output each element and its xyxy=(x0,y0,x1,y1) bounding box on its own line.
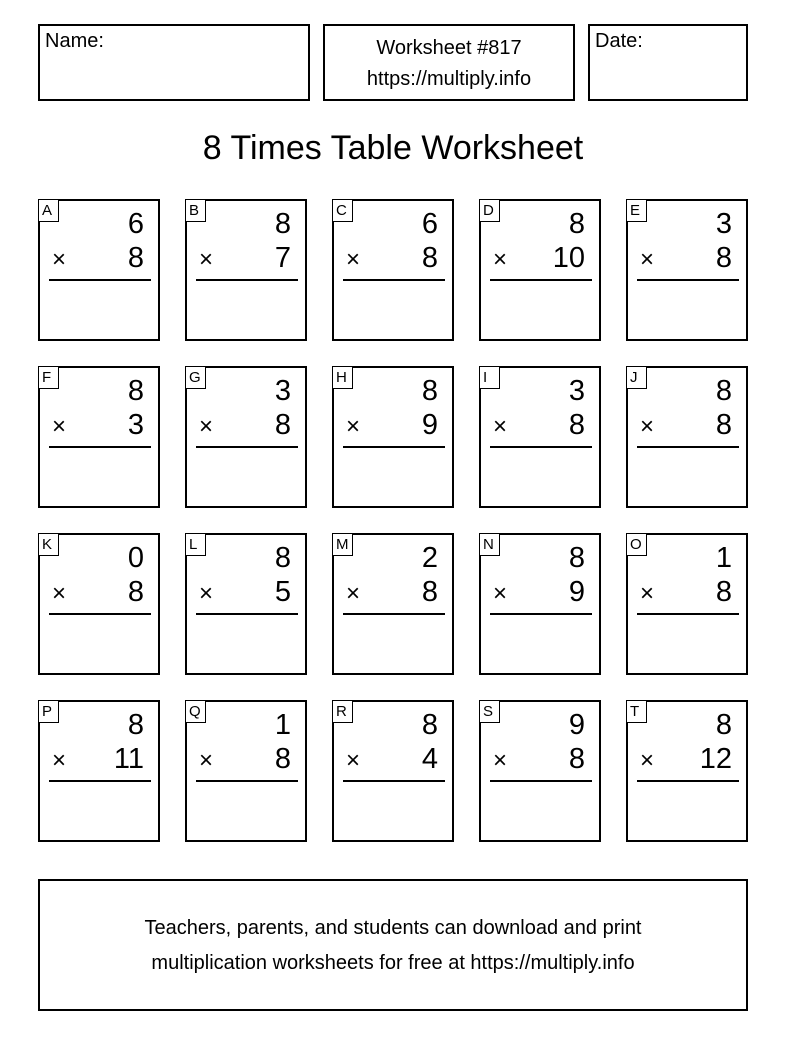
multiplicand: 9 xyxy=(568,709,585,741)
problem-card[interactable] xyxy=(185,700,307,842)
multiplier: 10 xyxy=(552,242,585,274)
multiplier: 5 xyxy=(274,576,291,608)
times-sign: × xyxy=(346,246,361,273)
problem-letter: S xyxy=(479,700,500,723)
multiplier: 8 xyxy=(715,576,732,608)
answer-line xyxy=(343,613,445,615)
multiplicand: 2 xyxy=(421,542,438,574)
multiplicand: 1 xyxy=(274,709,291,741)
times-sign: × xyxy=(52,246,67,273)
problem-letter: E xyxy=(626,199,647,222)
multiplier: 8 xyxy=(127,576,144,608)
multiplicand: 3 xyxy=(568,375,585,407)
problem-letter: R xyxy=(332,700,353,723)
times-sign: × xyxy=(493,413,508,440)
problem-letter: Q xyxy=(185,700,206,723)
problem-card[interactable] xyxy=(332,700,454,842)
problem-card[interactable] xyxy=(332,199,454,341)
page-title: 8 Times Table Worksheet xyxy=(202,129,584,167)
answer-line xyxy=(343,279,445,281)
multiplier: 8 xyxy=(568,409,585,441)
footer-line-1: Teachers, parents, and students can download and print xyxy=(144,917,642,939)
multiplicand: 8 xyxy=(421,709,438,741)
multiplier: 11 xyxy=(113,743,144,775)
problem-card[interactable] xyxy=(479,199,601,341)
answer-line xyxy=(196,780,298,782)
answer-line xyxy=(196,279,298,281)
answer-line xyxy=(343,446,445,448)
problem-letter: H xyxy=(332,366,353,389)
problem-card[interactable] xyxy=(626,700,748,842)
multiplier: 3 xyxy=(127,409,144,441)
name-label: Name: xyxy=(45,30,104,52)
multiplier: 8 xyxy=(127,242,144,274)
answer-line xyxy=(637,279,739,281)
times-sign: × xyxy=(52,580,67,607)
answer-line xyxy=(490,780,592,782)
problem-card[interactable] xyxy=(38,199,160,341)
multiplier: 9 xyxy=(568,576,585,608)
problem-card[interactable] xyxy=(479,700,601,842)
multiplicand: 8 xyxy=(715,375,732,407)
problem-letter: I xyxy=(479,366,500,389)
multiplier: 7 xyxy=(274,242,291,274)
problem-letter: G xyxy=(185,366,206,389)
answer-line xyxy=(637,780,739,782)
answer-line xyxy=(343,780,445,782)
problem-letter: D xyxy=(479,199,500,222)
problem-card[interactable] xyxy=(185,533,307,675)
multiplier: 8 xyxy=(715,242,732,274)
problem-card[interactable] xyxy=(38,533,160,675)
problem-letter: L xyxy=(185,533,206,556)
multiplier: 8 xyxy=(421,242,438,274)
times-sign: × xyxy=(199,413,214,440)
problem-letter: T xyxy=(626,700,647,723)
problem-card[interactable] xyxy=(185,366,307,508)
multiplicand: 8 xyxy=(421,375,438,407)
problem-letter: K xyxy=(38,533,59,556)
multiplicand: 8 xyxy=(127,709,144,741)
times-sign: × xyxy=(199,246,214,273)
answer-line xyxy=(490,613,592,615)
problem-card[interactable] xyxy=(626,533,748,675)
problem-letter: O xyxy=(626,533,647,556)
answer-line xyxy=(637,446,739,448)
answer-line xyxy=(49,780,151,782)
problem-letter: A xyxy=(38,199,59,222)
multiplicand: 8 xyxy=(715,709,732,741)
multiplicand: 8 xyxy=(568,542,585,574)
problem-letter: F xyxy=(38,366,59,389)
multiplicand: 3 xyxy=(274,375,291,407)
answer-line xyxy=(49,279,151,281)
answer-line xyxy=(490,446,592,448)
multiplier: 12 xyxy=(699,743,732,775)
times-sign: × xyxy=(493,580,508,607)
multiplicand: 8 xyxy=(274,208,291,240)
answer-line xyxy=(196,613,298,615)
times-sign: × xyxy=(493,747,508,774)
multiplicand: 0 xyxy=(127,542,144,574)
multiplier: 8 xyxy=(274,743,291,775)
answer-line xyxy=(637,613,739,615)
times-sign: × xyxy=(346,580,361,607)
multiplier: 8 xyxy=(421,576,438,608)
times-sign: × xyxy=(199,747,214,774)
times-sign: × xyxy=(640,580,655,607)
problem-card[interactable] xyxy=(332,366,454,508)
answer-line xyxy=(49,613,151,615)
multiplier: 4 xyxy=(421,743,438,775)
multiplier: 8 xyxy=(274,409,291,441)
multiplier: 9 xyxy=(421,409,438,441)
footer-box xyxy=(38,879,748,1011)
problem-letter: P xyxy=(38,700,59,723)
multiplicand: 6 xyxy=(421,208,438,240)
times-sign: × xyxy=(52,413,67,440)
answer-line xyxy=(490,279,592,281)
problem-card[interactable] xyxy=(38,366,160,508)
worksheet-info-box xyxy=(323,24,575,101)
times-sign: × xyxy=(199,580,214,607)
problem-card[interactable] xyxy=(626,199,748,341)
problem-letter: B xyxy=(185,199,206,222)
problem-card[interactable] xyxy=(479,366,601,508)
times-sign: × xyxy=(640,413,655,440)
date-label: Date: xyxy=(595,30,643,52)
problem-letter: M xyxy=(332,533,353,556)
multiplicand: 1 xyxy=(715,542,732,574)
multiplicand: 8 xyxy=(274,542,291,574)
multiplicand: 6 xyxy=(127,208,144,240)
multiplier: 8 xyxy=(715,409,732,441)
times-sign: × xyxy=(640,246,655,273)
times-sign: × xyxy=(493,246,508,273)
problem-letter: J xyxy=(626,366,647,389)
answer-line xyxy=(196,446,298,448)
problem-card[interactable] xyxy=(479,533,601,675)
worksheet-number: Worksheet #817 xyxy=(376,37,522,59)
problem-letter: C xyxy=(332,199,353,222)
multiplicand: 8 xyxy=(568,208,585,240)
times-sign: × xyxy=(52,747,67,774)
multiplicand: 8 xyxy=(127,375,144,407)
date-field-box[interactable] xyxy=(588,24,748,101)
times-sign: × xyxy=(640,747,655,774)
times-sign: × xyxy=(346,413,361,440)
times-sign: × xyxy=(346,747,361,774)
problem-card[interactable] xyxy=(332,533,454,675)
problem-card[interactable] xyxy=(185,199,307,341)
problem-card[interactable] xyxy=(38,700,160,842)
name-field-box[interactable] xyxy=(38,24,310,101)
multiplicand: 3 xyxy=(715,208,732,240)
worksheet-url: https://multiply.info xyxy=(366,68,532,90)
problem-card[interactable] xyxy=(626,366,748,508)
multiplier: 8 xyxy=(568,743,585,775)
footer-line-2: multiplication worksheets for free at https://multiply.info xyxy=(151,952,635,974)
problem-letter: N xyxy=(479,533,500,556)
answer-line xyxy=(49,446,151,448)
